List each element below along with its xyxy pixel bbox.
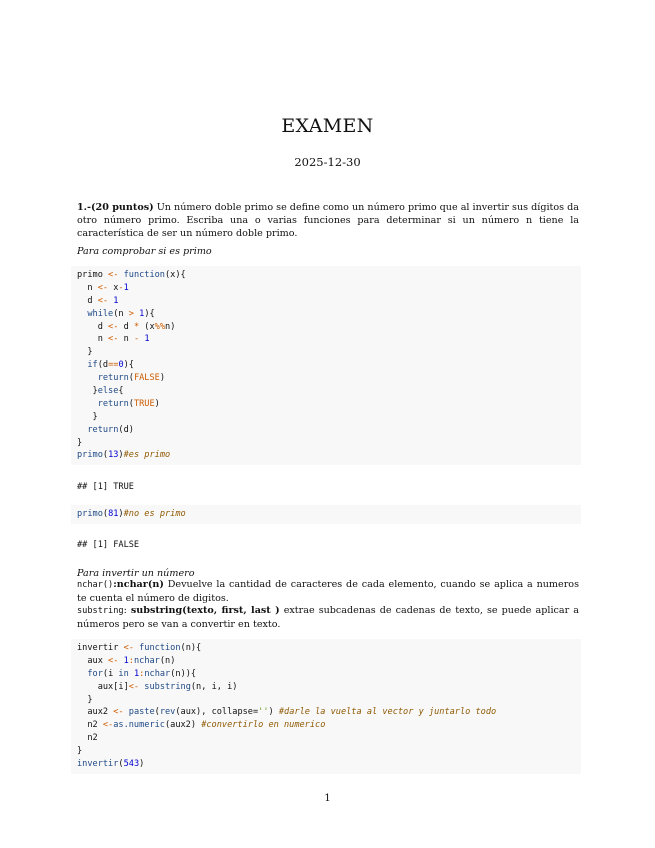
section-title-primo: Para comprobar si es primo xyxy=(77,246,212,257)
code-token: ( xyxy=(118,759,124,770)
code-token: as.numeric xyxy=(113,720,165,731)
code-token: n2 xyxy=(77,720,103,731)
code-token: - xyxy=(133,334,140,345)
code-token xyxy=(77,669,87,679)
code-token: (n) xyxy=(159,655,176,666)
substring-signature: substring(texto, first, last ) xyxy=(130,605,280,616)
output-primo-13: ## [1] TRUE xyxy=(77,482,134,492)
code-token: primo xyxy=(77,270,109,280)
code-token: 1 xyxy=(123,655,129,666)
code-token xyxy=(77,309,87,319)
code-token: 1 xyxy=(113,295,119,306)
code-token: function xyxy=(139,643,181,653)
code-token: } xyxy=(77,386,98,397)
code-token: == xyxy=(108,360,119,371)
code-line xyxy=(77,385,575,398)
code-token: : xyxy=(139,668,145,679)
code-token: 1 xyxy=(139,308,145,319)
code-token: ){ xyxy=(123,360,134,371)
code-token: n xyxy=(77,334,109,345)
code-token: <- xyxy=(97,282,109,293)
output-primo-81: ## [1] FALSE xyxy=(77,540,140,550)
code-token: ) xyxy=(118,450,124,461)
code-token: (x){ xyxy=(165,270,186,280)
code-token: } xyxy=(77,411,98,422)
code-token: 81 xyxy=(108,509,119,519)
code-line xyxy=(77,346,575,359)
code-token: invertir xyxy=(77,759,119,770)
code-line xyxy=(77,372,575,385)
code-line xyxy=(77,449,575,462)
code-line xyxy=(77,745,575,758)
code-token: n xyxy=(118,334,134,345)
code-token: invertir xyxy=(77,643,124,653)
code-token: n xyxy=(77,282,98,293)
code-token: (x xyxy=(139,321,155,332)
code-token: 1 xyxy=(133,668,140,679)
code-token: in xyxy=(118,668,129,679)
section-title-invertir: Para invertir un número xyxy=(77,568,195,579)
code-token: ) xyxy=(159,373,165,384)
code-token: <- xyxy=(108,321,119,332)
code-line xyxy=(77,655,575,668)
code-token: ) xyxy=(268,707,279,718)
code-token: return xyxy=(97,398,129,409)
code-token: ( xyxy=(128,373,134,384)
code-token: 543 xyxy=(123,759,140,770)
code-line xyxy=(77,437,575,450)
code-token: <- xyxy=(128,681,140,692)
code-token: ( xyxy=(154,707,160,718)
substring-colon: : xyxy=(123,605,131,616)
code-token xyxy=(77,399,98,409)
code-token: { xyxy=(118,386,124,397)
code-token: 1 xyxy=(144,334,150,345)
substring-description xyxy=(77,604,579,631)
code-line xyxy=(77,706,575,719)
code-token: * xyxy=(133,321,140,332)
code-token: 13 xyxy=(108,450,119,461)
code-token: collapse= xyxy=(211,707,259,718)
code-token: function xyxy=(123,270,165,280)
code-token: (d xyxy=(97,360,109,371)
code-token: ) xyxy=(139,759,145,770)
code-line xyxy=(77,681,575,694)
nchar-signature: :nchar(n) xyxy=(113,579,164,590)
code-token: <- xyxy=(113,707,124,718)
code-line xyxy=(77,398,575,411)
document-title: EXAMEN xyxy=(281,115,374,137)
code-token: } xyxy=(77,694,93,705)
code-token: } xyxy=(77,746,83,757)
code-line xyxy=(77,282,575,295)
code-token: nchar xyxy=(133,655,160,666)
code-token: (aux2) xyxy=(164,720,202,731)
code-token: else xyxy=(97,386,119,397)
code-token: for xyxy=(87,668,103,679)
code-token: <- xyxy=(108,334,119,345)
code-token: ) xyxy=(118,509,124,519)
code-line xyxy=(77,321,575,334)
nchar-text: Devuelve la cantidad de caracteres de cada elemento, cuando se aplica a numeros te cuenta el número de digitos. xyxy=(77,579,579,604)
code-token: } xyxy=(77,437,83,448)
code-token: (d) xyxy=(118,424,134,435)
code-block-primo-81 xyxy=(71,505,581,524)
code-token: <- xyxy=(123,643,134,653)
code-line xyxy=(77,719,575,732)
code-token: FALSE xyxy=(133,373,160,384)
code-line xyxy=(77,295,575,308)
code-token xyxy=(77,425,87,435)
code-token: %% xyxy=(154,321,166,332)
code-token: } xyxy=(77,347,93,358)
nchar-description xyxy=(77,578,579,605)
code-token: #es primo xyxy=(123,450,171,461)
substring-text: extrae subcadenas de cadenas de texto, se puede aplicar a números pero se van a convertir en texto. xyxy=(77,605,579,630)
code-token: d xyxy=(77,295,98,306)
question-1-points: 1.-(20 puntos) xyxy=(77,202,154,213)
code-line xyxy=(77,668,575,681)
code-block-invertir xyxy=(71,639,581,774)
code-token: #no es primo xyxy=(123,509,186,519)
code-line xyxy=(77,694,575,707)
code-token xyxy=(77,360,87,370)
code-token: while xyxy=(87,308,114,319)
code-token: '' xyxy=(258,707,269,718)
substring-code: substring xyxy=(77,606,124,616)
code-line xyxy=(77,269,575,282)
code-line xyxy=(77,333,575,346)
code-token: - xyxy=(118,282,124,293)
code-line xyxy=(77,308,575,321)
code-token: aux[i] xyxy=(77,681,129,692)
code-token: n) xyxy=(165,321,176,332)
code-token: ( xyxy=(128,398,134,409)
question-1-text: Un número doble primo se define como un número primo que al invertir sus dígitos da otro número primo. Escriba una o varias funciones para determinar si un número n tiene la característica de ser un número doble primo. xyxy=(77,202,580,239)
code-token: x xyxy=(108,282,119,293)
code-token: (i xyxy=(102,668,119,679)
code-token: aux2 xyxy=(77,707,114,718)
code-token: #convertirlo en numerico xyxy=(201,720,326,731)
code-token: rev xyxy=(159,707,176,718)
code-token: aux xyxy=(77,655,109,666)
code-token: (n xyxy=(113,308,129,319)
code-token: <- xyxy=(108,655,119,666)
code-token: primo xyxy=(77,450,103,461)
code-token: #darle la vuelta al vector y juntarlo todo xyxy=(278,707,497,718)
code-line xyxy=(77,508,575,521)
code-block-primo xyxy=(71,266,581,465)
code-token: 0 xyxy=(118,360,124,371)
code-line xyxy=(77,642,575,655)
code-line xyxy=(77,359,575,372)
question-1-paragraph xyxy=(77,201,579,240)
code-token: ( xyxy=(102,509,109,519)
code-line xyxy=(77,424,575,437)
code-token: ) xyxy=(154,398,160,409)
code-line xyxy=(77,411,575,424)
code-token: n2 xyxy=(77,733,98,744)
code-token xyxy=(77,373,98,383)
code-token: 1 xyxy=(123,282,129,293)
code-token: > xyxy=(128,308,134,319)
code-token: return xyxy=(97,373,129,384)
code-token: <- xyxy=(108,270,119,280)
code-token: paste xyxy=(128,707,155,718)
code-token: d xyxy=(118,321,134,332)
code-token: (n){ xyxy=(180,643,202,653)
code-line xyxy=(77,732,575,745)
code-token: if xyxy=(87,360,98,371)
code-token: <- xyxy=(97,295,109,306)
code-token: TRUE xyxy=(133,398,155,409)
code-token: ( xyxy=(102,450,109,461)
code-token: return xyxy=(87,424,119,435)
code-token: <- xyxy=(102,720,114,731)
code-token: substring xyxy=(144,681,191,692)
code-token: d xyxy=(77,321,109,332)
code-token: (n)){ xyxy=(170,668,197,679)
code-token: (n, i, i) xyxy=(190,681,238,692)
code-token: nchar xyxy=(144,668,171,679)
code-token: : xyxy=(128,655,134,666)
code-line xyxy=(77,758,575,771)
document-date: 2025-12-30 xyxy=(294,155,361,169)
code-token: primo xyxy=(77,509,103,519)
code-token: ){ xyxy=(144,308,155,319)
page-number: 1 xyxy=(324,793,331,804)
nchar-code: nchar() xyxy=(77,580,114,590)
code-token: (aux), xyxy=(175,707,212,718)
